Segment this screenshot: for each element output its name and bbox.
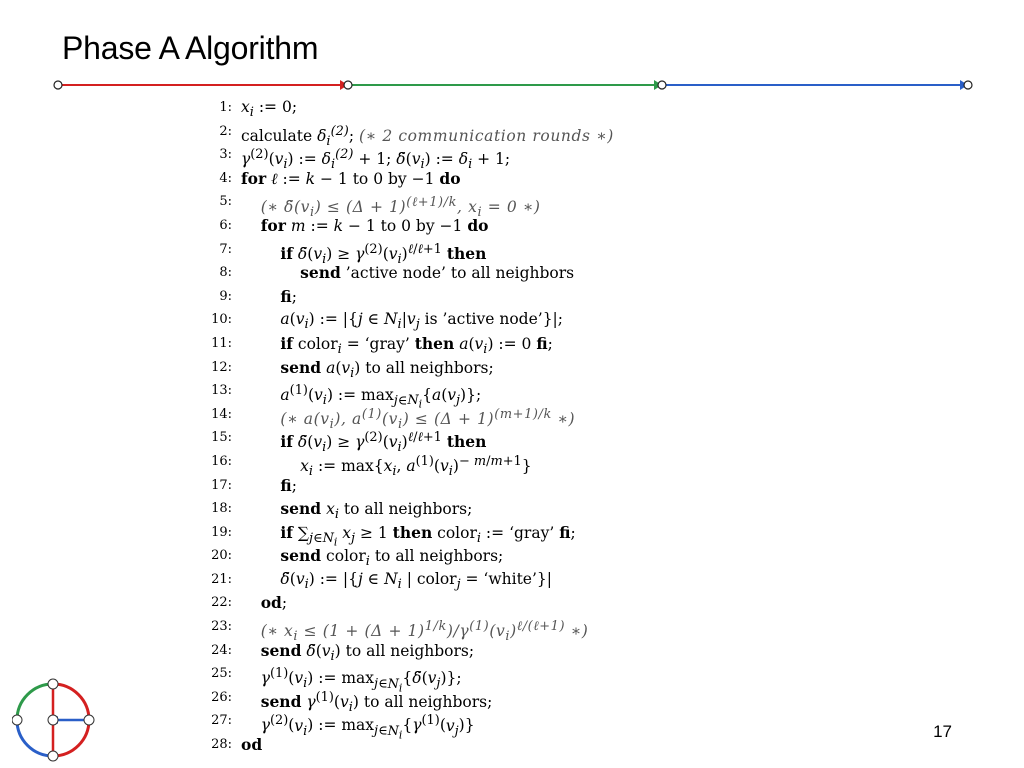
line-number: 15:: [211, 430, 232, 446]
line-code: send $x_i$ to all neighbors;: [280, 499, 473, 523]
line-code: $x_i$ := $\max\{x_i$, $a^{(1)}(v_i)^{- m/m+1}$}: [300, 453, 532, 480]
line-number: 11:: [211, 335, 232, 351]
algorithm-line: [190, 190, 810, 220]
algorithm-line: [190, 450, 810, 480]
algorithm-line: [190, 521, 810, 549]
timeline-node-start: [54, 81, 62, 89]
timeline-node-2: [344, 81, 352, 89]
algorithm-line: [190, 591, 810, 615]
algorithm-line: [190, 214, 810, 238]
algorithm-line: [190, 261, 810, 285]
algorithm-line: [190, 308, 810, 332]
line-number: 7:: [219, 241, 232, 257]
line-code: calculate $\delta_i^{(2)}$; (∗ 2 communication rounds ∗): [241, 123, 614, 149]
algorithm-line: [190, 686, 810, 716]
line-code: (∗ $x_i \le (1 + (\Delta + 1)^{1/k})/\gamma^{(1)}(v_i)^{\ell/(\ell+1)}$ ∗): [260, 619, 589, 645]
line-code: $\gamma^{(2)}(v_i)$ := $\delta_i^{(2)} + 1$; $\deltã(v_i)$ := $\delta_i + 1$;: [241, 147, 511, 173]
timeline-node-3: [658, 81, 666, 89]
logo-arc-red: [53, 684, 89, 720]
line-number: 5:: [219, 194, 232, 210]
algorithm-line: [190, 96, 810, 120]
line-code: (∗ $a(v_i)$, $a^{(1)}(v_i) \le (\Delta + 1)^{(m+1)/k}$ ∗): [280, 406, 576, 432]
line-code: $x_i$ := 0;: [241, 98, 298, 121]
algorithm-line: [190, 544, 810, 568]
line-number: 17:: [211, 477, 232, 493]
algorithm-line: [190, 332, 810, 356]
algorithm-line: [190, 615, 810, 645]
line-number: 2:: [219, 123, 232, 139]
algorithm-line: [190, 662, 810, 695]
algorithm-line: [190, 639, 810, 663]
line-code: if color$_i$ = ‘gray’ then $a(v_i)$ := 0 fi;: [280, 333, 553, 358]
line-code: $a(v_i)$ := |{j ∈ $N_i|v_j$ is ’active node’}|;: [280, 310, 564, 333]
line-number: 18:: [211, 501, 232, 517]
algorithm-listing: [190, 96, 810, 757]
line-code: if $\sum_{j\in N_i}$ $x_j \ge 1$ then color$_i$ := ‘gray’ fi;: [280, 522, 576, 549]
line-code: if $\deltã(v_i) \ge \gamma^{(2)}(v_i)^{\ell/\ell+1}$ then: [280, 430, 487, 456]
line-number: 27:: [211, 713, 232, 729]
line-code: $\gamma^{(2)}(v_i)$ := $\max_{j\in N_i}\{\gamma^{(1)}(v_j)\}$: [260, 713, 475, 742]
line-number: 26:: [211, 689, 232, 705]
logo-arc-blue: [17, 720, 53, 756]
algorithm-line: [190, 143, 810, 173]
line-number: 23:: [211, 619, 232, 635]
line-number: 10:: [211, 312, 232, 328]
line-number: 24:: [211, 642, 232, 658]
line-number: 25:: [211, 666, 232, 682]
line-code: od;: [260, 593, 288, 613]
algorithm-line: [190, 285, 810, 309]
line-code: send $a(v_i)$ to all neighbors;: [280, 357, 494, 381]
algorithm-line: [190, 497, 810, 521]
slide-title: Phase A Algorithm: [62, 30, 319, 66]
line-code: $\deltã(v_i)$ := |{j ∈ $N_i$ | color$_j$ = ‘white’}|: [280, 569, 552, 592]
line-number: 16:: [211, 453, 232, 469]
line-number: 1:: [219, 100, 232, 115]
line-number: 12:: [211, 359, 232, 375]
algorithm-line: [190, 733, 810, 757]
line-code: (∗ $\deltã(v_i) \le (\Delta + 1)^{(\ell+1)/k}$, $x_i = 0$ ∗): [260, 194, 541, 220]
line-number: 4:: [219, 170, 232, 186]
line-number: 3:: [219, 147, 232, 163]
logo-arc-green: [17, 684, 53, 720]
line-code: send color$_i$ to all neighbors;: [280, 546, 504, 570]
line-number: 22:: [211, 595, 232, 611]
algorithm-line: [190, 426, 810, 456]
line-number: 20:: [211, 548, 232, 564]
line-number: 28:: [211, 737, 232, 753]
algorithm-line: [190, 167, 810, 191]
line-number: 9:: [219, 288, 232, 304]
algorithm-line: [190, 474, 810, 498]
line-code: fi;: [280, 286, 297, 306]
line-number: 6:: [219, 217, 232, 233]
line-number: 21:: [211, 571, 232, 587]
algorithm-line: [190, 120, 810, 149]
line-code: send $\gamma^{(1)}(v_i)$ to all neighbors;: [260, 689, 493, 716]
line-code: for ℓ := k − 1 to 0 by −1 do: [241, 168, 461, 188]
algorithm-line: [190, 568, 810, 592]
line-code: if $\deltã(v_i) \ge \gamma^{(2)}(v_i)^{\ell/\ell+1}$ then: [280, 241, 487, 267]
logo-arc-red-2: [53, 720, 89, 756]
graph-logo-icon: [12, 676, 98, 764]
line-number: 13:: [211, 383, 232, 399]
timeline-node-end: [964, 81, 972, 89]
line-code: send $\deltã(v_i)$ to all neighbors;: [260, 640, 475, 664]
line-code: od: [241, 735, 263, 755]
algorithm-line: [190, 709, 810, 742]
line-number: 14:: [211, 406, 232, 422]
algorithm-line: [190, 356, 810, 380]
algorithm-line: [190, 379, 810, 411]
line-number: 8:: [219, 265, 232, 281]
line-code: fi;: [280, 475, 297, 495]
line-code: for m := k − 1 to 0 by −1 do: [260, 215, 489, 235]
line-code: $\gamma^{(1)}(v_i)$ := $\max_{j\in N_i}\{\deltã(v_j)\}$;: [260, 666, 462, 695]
page-number: 17: [933, 722, 952, 741]
line-code: send ’active node’ to all neighbors: [300, 263, 575, 283]
algorithm-line: [190, 403, 810, 432]
line-code: $a^{(1)}(v_i)$ := $\max_{j\in N_i}\{a(v_j)\}$;: [280, 383, 482, 411]
line-number: 19:: [211, 524, 232, 540]
algorithm-line: [190, 238, 810, 267]
